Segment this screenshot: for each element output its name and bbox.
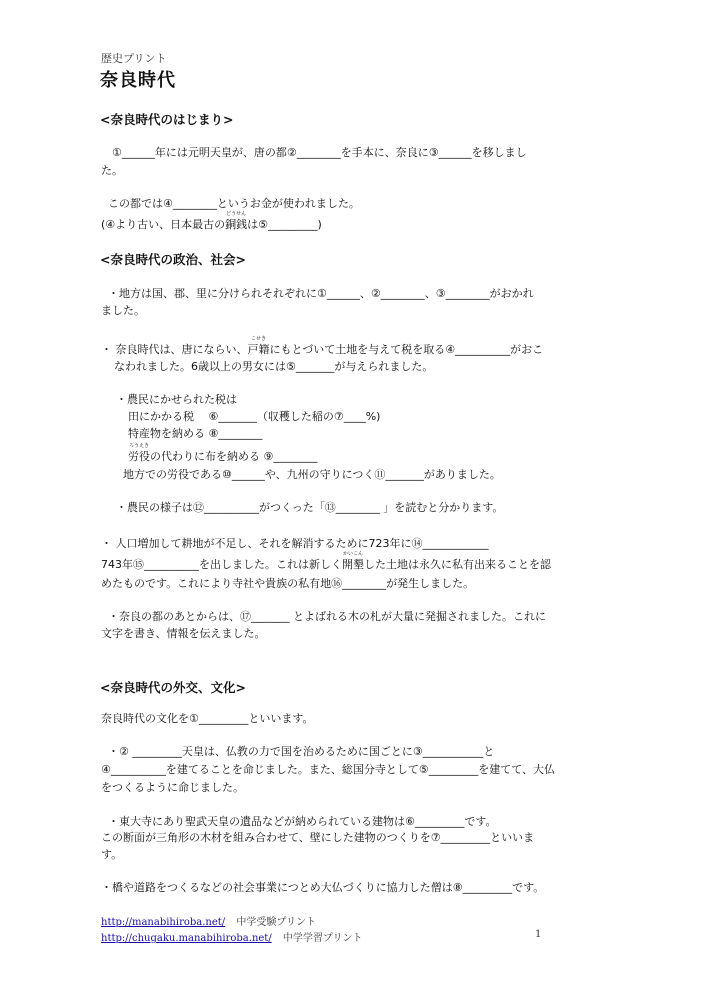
ruby-base: 開墾 [342,558,364,571]
question-line: ました。 [101,304,145,317]
question-line: ①______年には元明天皇が、唐の都②________を手本に、奈良に③______を移しまし [112,146,527,159]
question-line [128,443,318,463]
text-segment: した土地は永久に私有出来ることを認 [364,558,551,571]
question-line: 文字を書き、情報を伝えました。 [101,627,266,640]
question-line: をつくるように命じました。 [101,781,244,794]
section-heading-beginning: <奈良時代のはじまり> [100,112,234,127]
footer-label: 中学学習プリント [282,933,363,944]
question-line: ・橋や道路をつくるなどの社会事業につとめ大仏づくりに協力した僧は⑧_________です。 [101,881,545,894]
footer-line-1 [101,913,316,928]
question-line: た。 [101,164,123,177]
question-line: 奈良時代の文化を①_________といいます。 [101,712,314,725]
ruby-word [128,443,150,463]
question-line: この都では④________というお金が使われました。 [108,197,360,210]
question-line: す。 [101,848,123,861]
footer-label: 中学受験プリント [236,917,316,928]
question-line: 地方での労役である⑩______や、九州の守りにつく⑪_______がありました。 [123,468,501,481]
page-number: 1 [535,929,542,940]
section-heading-politics: <奈良時代の政治、社会> [100,252,246,267]
question-line: 田にかかる税 ⑥_______（収穫した稲の⑦____%) [128,410,381,423]
question-line: なわれました。6歳以上の男女には⑤_______が与えられました。 [114,360,434,373]
ruby-word [342,551,364,571]
question-line: ・地方は国、郡、里に分けられそれぞれに①______、②________、③________がおかれ [108,287,534,300]
question-line: ④__________を建てることを命じました。また、総国分寺として⑤_________を建てて、大仏 [101,763,556,776]
footer-line-2 [101,929,362,944]
text-segment: にもとづいて土地を与えて税を取る④__________がおこ [269,343,544,356]
question-line [101,211,322,231]
question-line: ・奈良の都のあとからは、⑰_______ とよばれる木の札が大量に発掘されました。これに [108,610,546,623]
ruby-base: 労役 [128,450,150,463]
footer-link-chugaku[interactable]: http://chugaku.manabihiroba.net/ [101,933,272,944]
question-line: この断面が三角形の木材を組み合わせて、壁にした建物のつくりを⑦_________といいま [101,831,535,844]
text-segment: の代わりに布を納める ⑨________ [150,450,318,463]
ruby-word [247,336,270,356]
ruby-base: 銅銭 [225,218,248,231]
text-segment: (④より古い、日本最古の [101,218,226,231]
question-line [101,336,544,356]
section-heading-culture: <奈良時代の外交、文化> [100,680,246,695]
text-segment: 743年⑮__________を出しました。これは新しく [101,558,342,571]
text-segment: は⑤_________) [247,218,322,231]
question-line: めたものです。これにより寺社や貴族の私有地⑯________が発生しました。 [101,577,475,590]
ruby-reading: かいこん [342,551,363,557]
page-title: 奈良時代 [100,70,176,91]
ruby-word [225,211,248,231]
question-line: ・② _________天皇は、仏教の力で国を治めるために国ごとに③___________と [108,745,495,758]
question-line: ・ 人口増加して耕地が不足し、それを解消するために723年に⑭____________ [101,537,489,550]
ruby-reading: どうせん [226,211,247,217]
question-line: ・農民の様子は⑫__________がつくった「⑬________ 」を読むと分かります。 [116,501,504,514]
document-subtitle: 歴史プリント [101,52,167,65]
ruby-reading: ろうえき [128,443,149,449]
question-line: ・農民にかせられた税は [116,393,237,406]
ruby-reading: こせき [250,336,266,342]
question-line: ・東大寺にあり聖武天皇の遺品などが納められている建物は⑥_________です。 [108,815,497,828]
question-line [101,551,551,571]
text-segment: ・ 奈良時代は、唐にならい、 [101,343,248,356]
question-line: 特産物を納める ⑧________ [128,427,263,440]
footer-link-manabihiroba[interactable]: http://manabihiroba.net/ [101,917,226,928]
ruby-base: 戸籍 [247,343,270,356]
